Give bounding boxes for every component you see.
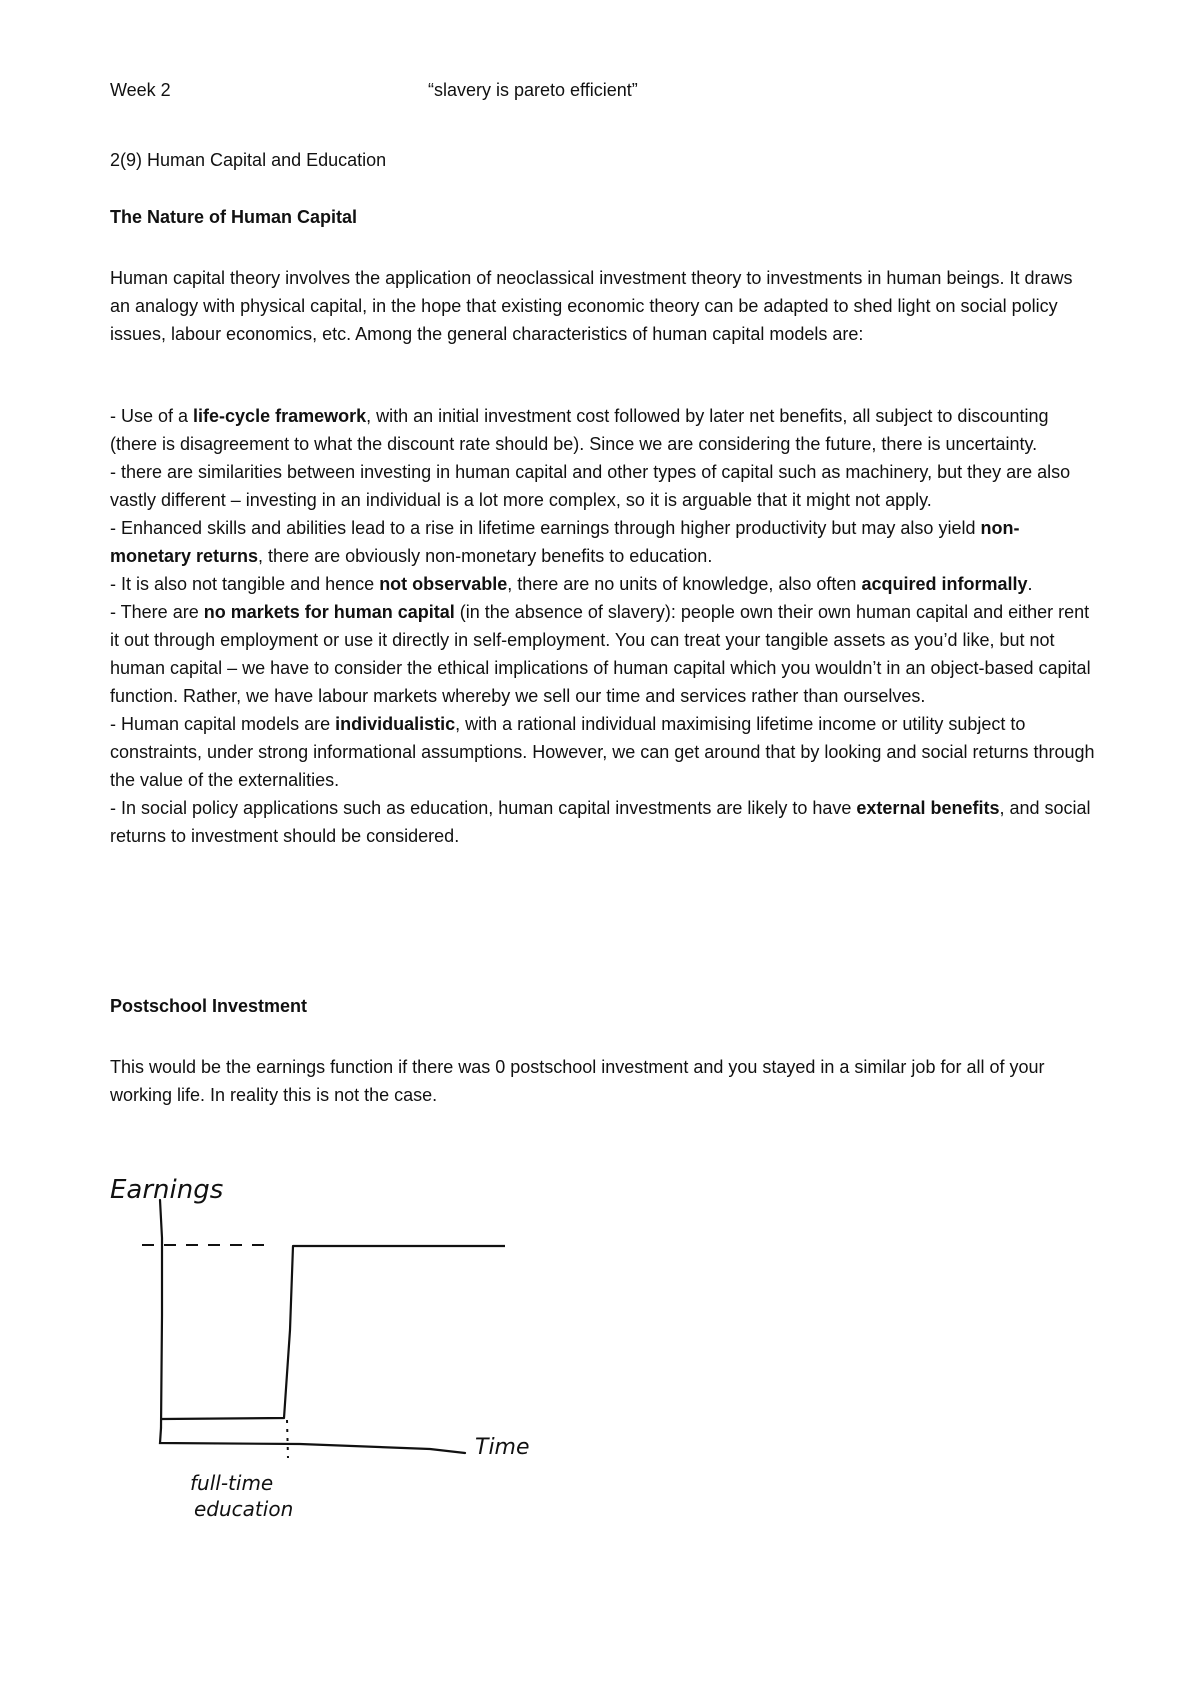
- y-axis-label: Earnings: [110, 1175, 224, 1205]
- list-item: - Enhanced skills and abilities lead to a rise in lifetime earnings through higher productivity but may also yield non-monetary returns, there are obviously non-monetary benefits to education.: [110, 518, 1020, 566]
- x-axis-label: Time: [475, 1435, 530, 1460]
- list-item: - Use of a life-cycle framework, with an initial investment cost followed by later net benefits, all subject to discounting (there is disagreement to what the discount rate should be). Since we are considering the future, there is uncertainty.: [110, 406, 1049, 454]
- postschool-paragraph: This would be the earnings function if there was 0 postschool investment and you stayed in a similar job for all of your working life. In reality this is not the case.: [110, 1057, 1045, 1105]
- x-axis: [160, 1428, 465, 1453]
- annotation-line-1: full-time: [190, 1471, 274, 1495]
- earnings-line: [162, 1246, 505, 1419]
- list-item: - In social policy applications such as education, human capital investments are likely to have external benefits, and social returns to investment should be considered.: [110, 798, 1091, 846]
- characteristics-list: [110, 402, 1100, 850]
- list-item: - There are no markets for human capital (in the absence of slavery): people own their own human capital and either rent it out through employment or use it directly in self-employment. You can treat your tangible assets as you’d like, but not human capital – we have to consider the ethical implications of human capital which you wouldn’t in an object-based capital function. Rather, we have labour markets whereby we sell our time and services rather than ourselves.: [110, 602, 1091, 706]
- education-end-marker: [287, 1420, 288, 1458]
- header-week: Week 2: [110, 80, 171, 100]
- annotation-line-2: education: [194, 1497, 294, 1521]
- intro-paragraph: Human capital theory involves the application of neoclassical investment theory to investments in human beings. It draws an analogy with physical capital, in the hope that existing economic theory can be adapted to shed light on social policy issues, labour economics, etc. Among the general characteristics of human capital models are:: [110, 268, 1073, 344]
- y-axis: [160, 1200, 162, 1428]
- earnings-sketch: [100, 1120, 560, 1521]
- heading-postschool-investment: Postschool Investment: [110, 996, 308, 1016]
- list-item: - there are similarities between investing in human capital and other types of capital such as machinery, but they are also vastly different – investing in an individual is a lot more complex, so it is arguable that it might not apply.: [110, 462, 1071, 510]
- header-quote: “slavery is pareto efficient”: [428, 80, 638, 100]
- list-item: - It is also not tangible and hence not observable, there are no units of knowledge, also often acquired informally.: [110, 574, 1033, 594]
- heading-nature-of-human-capital: The Nature of Human Capital: [110, 207, 358, 227]
- list-item: - Human capital models are individualistic, with a rational individual maximising lifetime income or utility subject to constraints, under strong informational assumptions. However, we can get around that by looking and social returns through the value of the externalities.: [110, 714, 1095, 790]
- section-title: 2(9) Human Capital and Education: [110, 150, 387, 170]
